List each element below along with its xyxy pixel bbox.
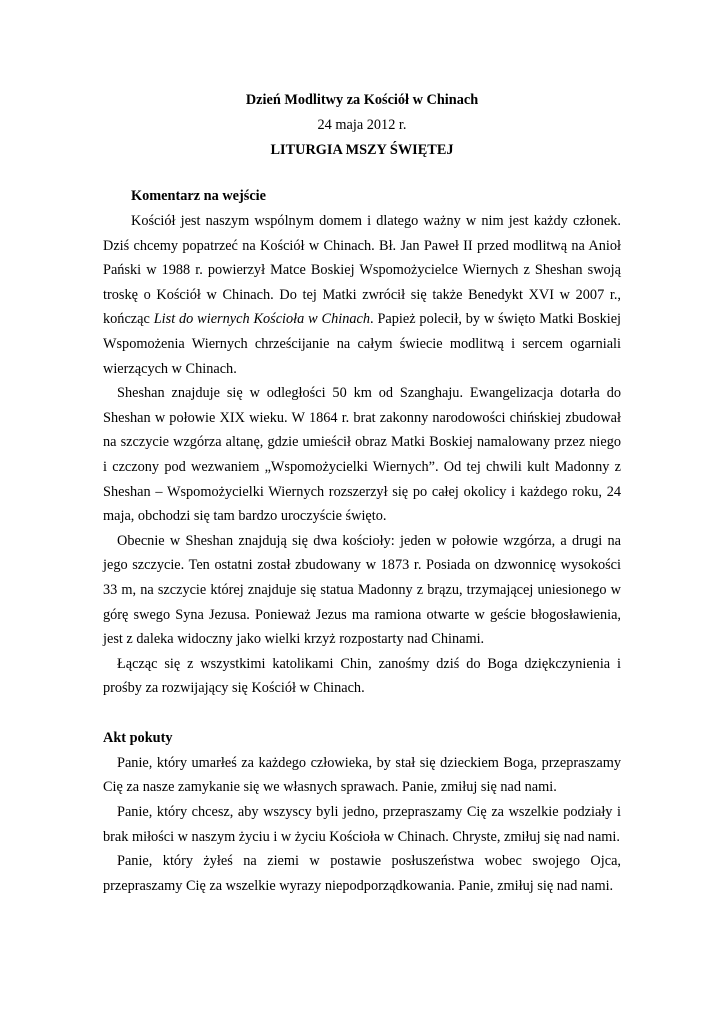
document-date: 24 maja 2012 r. bbox=[317, 117, 407, 133]
document-title: Dzień Modlitwy za Kościół w Chinach bbox=[245, 92, 479, 108]
penitential-paragraph-1: Panie, który umarłeś za każdego człowieka, by stał się dzieckiem Boga, przepraszamy Cię za nasze zamykanie się we własnych sprawach. Panie, zmiłuj się nad nami. bbox=[103, 754, 621, 796]
intro-paragraph-1 bbox=[103, 209, 621, 381]
document-subtitle: LITURGIA MSZY ŚWIĘTEJ bbox=[270, 142, 454, 158]
intro-section bbox=[103, 184, 621, 701]
intro-paragraph-2: Sheshan znajduje się w odległości 50 km od Szanghaju. Ewangelizacja dotarła do Sheshan w połowie XIX wieku. W 1864 r. brat zakonny narodowości chińskiej zbudował na szczycie wzgórza altanę, gdzie umieścił obraz Matki Boskiej namalowany przez niego i czczony pod wezwaniem „Wspomożycielki Wiernych”. Od tej chwili kult Madonny z Sheshan – Wspomożycielki Wiernych rozszerzył się po całej okolicy i każdego roku, 24 maja, obchodzi się tam bardzo uroczyście święto. bbox=[103, 385, 621, 525]
intro-paragraph-1-text-a: Kościół jest naszym wspólnym domem i dlatego ważny w nim jest każdy członek. Dziś chcemy popatrzeć na Kościół w Chinach. Bł. Jan Paweł II przed modlitwą na Anioł Pański w 1988 r. powierzył Matce Boskiej Wspomożycielce Wiernych z Sheshan swoją troskę o Kościół w Chinach. Do tej Matki zwrócił się także Benedykt XVI w 2007 r., kończąc bbox=[103, 213, 621, 328]
penitential-paragraph-2: Panie, który chcesz, aby wszyscy byli jedno, przepraszamy Cię za wszelkie podziały i brak miłości w naszym życiu i w życiu Kościoła w Chinach. Chryste, zmiłuj się nad nami. bbox=[103, 804, 621, 845]
intro-paragraph-3: Obecnie w Sheshan znajdują się dwa kościoły: jeden w połowie wzgórza, a drugi na jego szczycie. Ten ostatni został zbudowany w 1873 r. Posiada on dzwonnicę wysokości 33 m, na szczycie której znajduje się statua Madonny z brązu, trzymającej uniesionego w górę swego Syna Jezusa. Ponieważ Jezus ma ramiona otwarte w geście błogosławienia, jest z daleka widoczny jako wielki krzyż rozpostarty nad Chinami. bbox=[103, 532, 621, 648]
intro-paragraph-1-text-b: . Papież polecił, by w święto Matki Boskiej Wspomożenia Wiernych chrześcijanie na całym świecie modlitwą i sercem ogarniali wierzących w Chinach. bbox=[103, 311, 622, 377]
penitential-paragraph-3: Panie, który żyłeś na ziemi w postawie posłuszeństwa wobec swojego Ojca, przepraszamy Cię za wszelkie wyrazy niepodporządkowania. Panie, zmiłuj się nad nami. bbox=[103, 853, 621, 894]
intro-paragraph-4: Łącząc się z wszystkimi katolikami Chin, zanośmy dziś do Boga dziękczynienia i prośby za rozwijający się Kościół w Chinach. bbox=[103, 655, 621, 697]
intro-heading: Komentarz na wejście bbox=[131, 188, 266, 204]
intro-paragraph-1-italic-title: List do wiernych Kościoła w Chinach bbox=[153, 311, 371, 328]
penitential-heading: Akt pokuty bbox=[103, 729, 173, 746]
penitential-section bbox=[103, 726, 621, 899]
